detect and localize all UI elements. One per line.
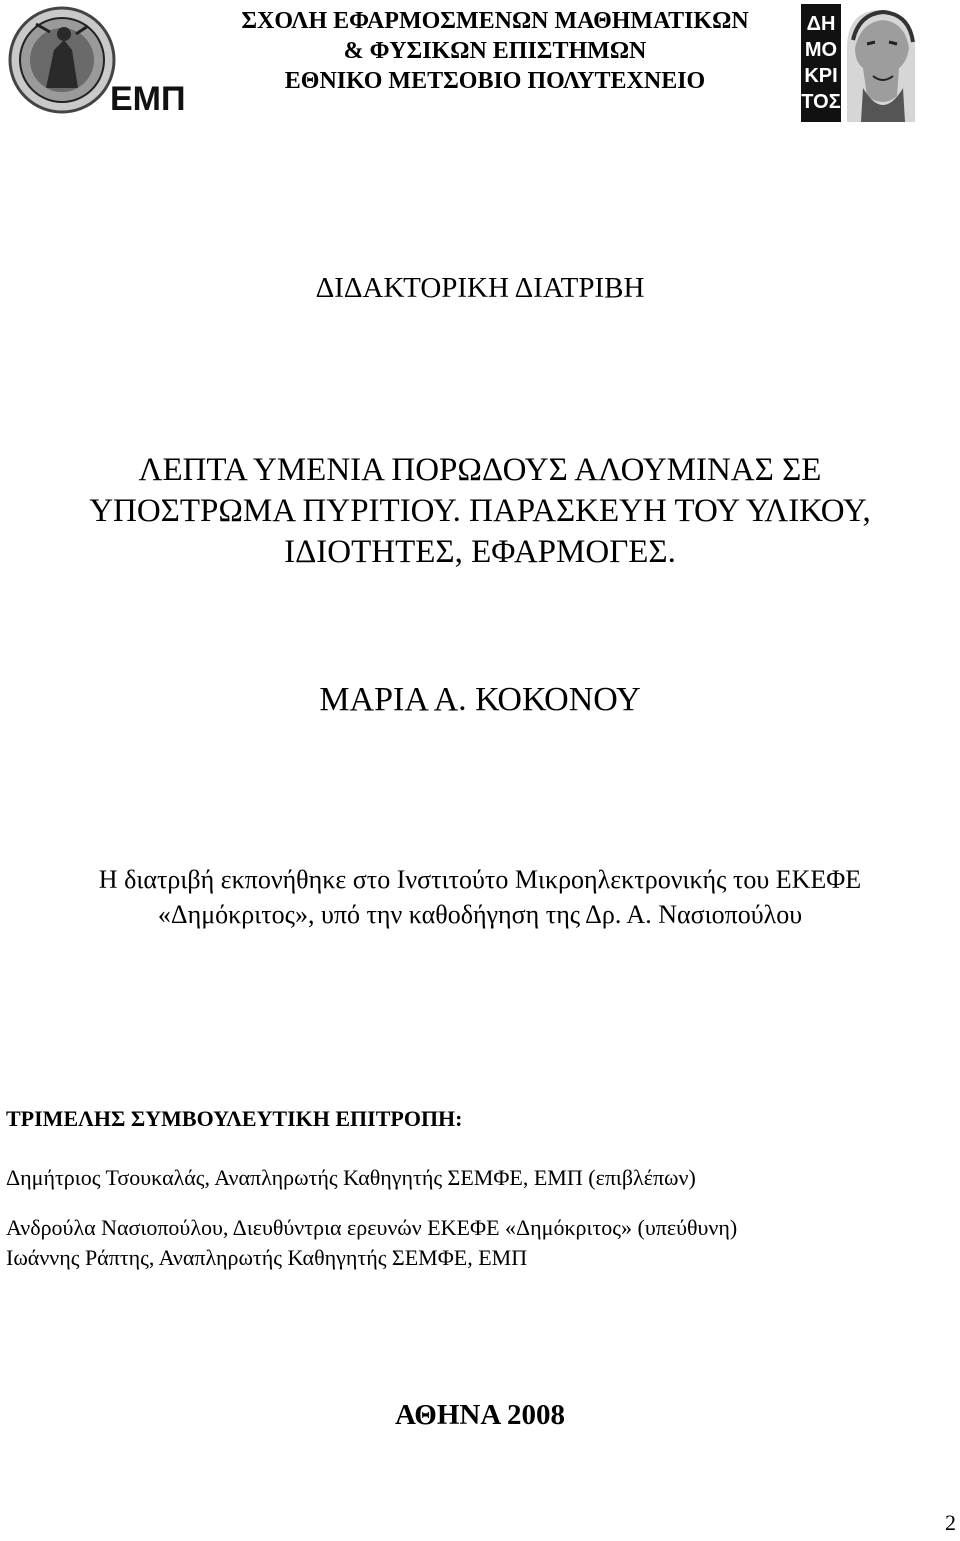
school-line-2: & ΦΥΣΙΚΩΝ ΕΠΙΣΤΗΜΩΝ [343,38,647,64]
title-line-3: ΙΔΙΟΤΗΤΕΣ, ΕΦΑΡΜΟΓΕΣ. [284,534,676,570]
ntua-logo-text: ΕΜΠ [110,80,186,116]
author-name: ΜΑΡΙΑ Α. ΚΟΚΟΝΟΥ [319,681,641,718]
committee-member: Ανδρούλα Νασιοπούλου, Διευθύντρια ερευνών ΕΚΕΦΕ «Δημόκριτος» (υπεύθυνη) [6,1215,738,1240]
place-year: ΑΘΗΝΑ 2008 [395,1399,565,1431]
page-number: 2 [945,1510,956,1535]
school-line-1: ΣΧΟΛΗ ΕΦΑΡΜΟΣΜΕΝΩΝ ΜΑΘΗΜΑΤΙΚΩΝ [241,8,749,34]
svg-text:ΤΟΣ: ΤΟΣ [801,91,841,113]
demokritos-logo-icon [801,4,918,122]
thesis-type: ΔΙΔΑΚΤΟΡΙΚΗ ΔΙΑΤΡΙΒΗ [315,272,645,304]
committee-member: Ιωάννης Ράπτης, Αναπληρωτής Καθηγητής ΣΕΜΦΕ, ΕΜΠ [6,1245,528,1270]
committee-member: Δημήτριος Τσουκαλάς, Αναπληρωτής Καθηγητής ΣΕΜΦΕ, ΕΜΠ (επιβλέπων) [6,1165,696,1190]
institute-line-1: Η διατριβή εκπονήθηκε στο Ινστιτούτο Μικροηλεκτρονικής του ΕΚΕΦΕ [98,865,862,894]
school-line-3: ΕΘΝΙΚΟ ΜΕΤΣΟΒΙΟ ΠΟΛΥΤΕΧΝΕΙΟ [284,68,706,94]
svg-text:ΚΡΙ: ΚΡΙ [804,65,838,87]
school-header [200,6,790,96]
demokritos-portrait [847,10,915,122]
institute-statement [0,862,960,932]
committee-list [6,1163,737,1273]
committee-heading: ΤΡΙΜΕΛΗΣ ΣΥΜΒΟΥΛΕΥΤΙΚΗ ΕΠΙΤΡΟΠΗ: [6,1106,463,1131]
svg-text:ΜΟ: ΜΟ [804,39,838,61]
title-line-2: ΥΠΟΣΤΡΩΜΑ ΠΥΡΙΤΙΟΥ. ΠΑΡΑΣΚΕΥΗ ΤΟΥ ΥΛΙΚΟΥ, [89,493,871,529]
title-line-1: ΛΕΠΤΑ ΥΜΕΝΙΑ ΠΟΡΩΔΟΥΣ ΑΛΟΥΜΙΝΑΣ ΣΕ [138,452,822,488]
ntua-logo-icon [6,4,188,116]
svg-text:ΔΗ: ΔΗ [806,13,836,35]
institute-line-2: «Δημόκριτος», υπό την καθοδήγηση της Δρ. Α. Νασιοπούλου [157,900,803,929]
thesis-title [0,450,960,573]
